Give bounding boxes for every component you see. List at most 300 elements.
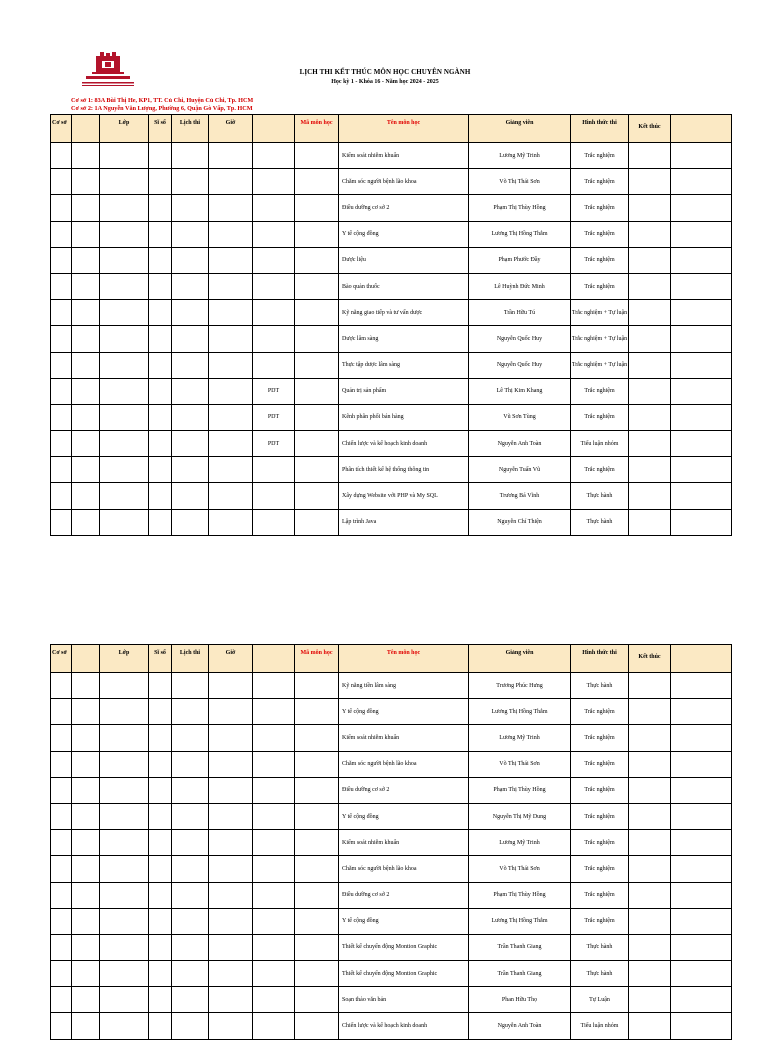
- size-cell: [149, 856, 172, 882]
- class-cell: [100, 221, 149, 247]
- table-row: [51, 725, 732, 751]
- lecturer-cell: Võ Thị Thái Sơn: [469, 169, 571, 195]
- blank-cell: [671, 882, 732, 908]
- blank-cell: [72, 856, 100, 882]
- blank-cell: [295, 961, 339, 987]
- end-cell: [629, 404, 671, 430]
- blank-cell: [671, 143, 732, 169]
- table-row: [51, 699, 732, 725]
- code-cell: PDT: [253, 378, 295, 404]
- campus-cell: [51, 404, 72, 430]
- blank-cell: [72, 1013, 100, 1039]
- blank-cell: [295, 457, 339, 483]
- subject-cell: Kênh phân phối bán hàng: [339, 404, 469, 430]
- lecturer-cell: Trần Thanh Giang: [469, 961, 571, 987]
- lecturer-cell: Phạm Thị Thùy Hồng: [469, 777, 571, 803]
- blank-cell: [72, 830, 100, 856]
- campus-cell: [51, 934, 72, 960]
- blank-cell: [295, 483, 339, 509]
- time-cell: [209, 777, 253, 803]
- schedule-cell: [172, 673, 209, 699]
- code-cell: [253, 699, 295, 725]
- blank-cell: [295, 431, 339, 457]
- subject-cell: Y tế cộng đồng: [339, 221, 469, 247]
- table-row: [51, 961, 732, 987]
- end-cell: [629, 247, 671, 273]
- class-cell: [100, 431, 149, 457]
- size-cell: [149, 830, 172, 856]
- col-header-time: Giờ: [209, 645, 253, 673]
- format-cell: Thực hành: [571, 961, 629, 987]
- table-row: [51, 300, 732, 326]
- blank-cell: [72, 725, 100, 751]
- col-header-format: Hình thức thi: [571, 645, 629, 673]
- time-cell: [209, 221, 253, 247]
- class-cell: [100, 961, 149, 987]
- table-row: [51, 326, 732, 352]
- schedule-cell: [172, 169, 209, 195]
- class-cell: [100, 352, 149, 378]
- class-cell: [100, 247, 149, 273]
- col-header-code: Mã môn học: [295, 645, 339, 673]
- schedule-cell: [172, 987, 209, 1013]
- code-cell: [253, 221, 295, 247]
- subject-cell: Chiến lược và kế hoạch kinh doanh: [339, 431, 469, 457]
- col-header-class: Lớp: [100, 645, 149, 673]
- lecturer-cell: Võ Thị Thái Sơn: [469, 751, 571, 777]
- table-row: [51, 169, 732, 195]
- subject-cell: Kỹ năng tiền lâm sàng: [339, 673, 469, 699]
- schedule-cell: [172, 195, 209, 221]
- blank-cell: [671, 247, 732, 273]
- subject-cell: Soạn thảo văn bản: [339, 987, 469, 1013]
- col-header-end: Kết thúc: [629, 115, 671, 143]
- lecturer-cell: Lương Mỹ Trinh: [469, 725, 571, 751]
- size-cell: [149, 509, 172, 535]
- end-cell: [629, 221, 671, 247]
- blank-cell: [671, 483, 732, 509]
- schedule-cell: [172, 777, 209, 803]
- blank-cell: [72, 404, 100, 430]
- time-cell: [209, 300, 253, 326]
- format-cell: Trắc nghiệm: [571, 195, 629, 221]
- blank-cell: [72, 273, 100, 299]
- blank-cell: [295, 673, 339, 699]
- end-cell: [629, 431, 671, 457]
- subject-cell: Thiết kế chuyển động Montion Graphic: [339, 961, 469, 987]
- format-cell: Tự Luận: [571, 987, 629, 1013]
- time-cell: [209, 457, 253, 483]
- code-cell: [253, 725, 295, 751]
- code-cell: [253, 300, 295, 326]
- schedule-cell: [172, 934, 209, 960]
- size-cell: [149, 247, 172, 273]
- format-cell: Thực hành: [571, 673, 629, 699]
- blank-cell: [295, 751, 339, 777]
- time-cell: [209, 247, 253, 273]
- schedule-cell: [172, 431, 209, 457]
- end-cell: [629, 300, 671, 326]
- subject-cell: Xây dựng Website với PHP và My SQL: [339, 483, 469, 509]
- col-header-blank: [72, 115, 100, 143]
- end-cell: [629, 352, 671, 378]
- lecturer-cell: Vũ Sơn Tùng: [469, 404, 571, 430]
- class-cell: [100, 803, 149, 829]
- title-block: [230, 68, 540, 85]
- campus-cell: [51, 830, 72, 856]
- schedule-cell: [172, 803, 209, 829]
- blank-cell: [671, 431, 732, 457]
- blank-cell: [72, 431, 100, 457]
- schedule-cell: [172, 856, 209, 882]
- size-cell: [149, 404, 172, 430]
- schedule-cell: [172, 1013, 209, 1039]
- table-row: [51, 221, 732, 247]
- blank-cell: [671, 961, 732, 987]
- subject-cell: Kiểm soát nhiễm khuẩn: [339, 725, 469, 751]
- blank-cell: [295, 247, 339, 273]
- size-cell: [149, 725, 172, 751]
- time-cell: [209, 378, 253, 404]
- class-cell: [100, 673, 149, 699]
- lecturer-cell: Lương Mỹ Trinh: [469, 143, 571, 169]
- campus-cell: [51, 961, 72, 987]
- blank-cell: [295, 856, 339, 882]
- end-cell: [629, 273, 671, 299]
- code-cell: [253, 509, 295, 535]
- code-cell: [253, 673, 295, 699]
- class-cell: [100, 725, 149, 751]
- blank-cell: [671, 725, 732, 751]
- size-cell: [149, 673, 172, 699]
- col-header-end: Kết thúc: [629, 645, 671, 673]
- class-cell: [100, 830, 149, 856]
- blank-cell: [671, 326, 732, 352]
- end-cell: [629, 830, 671, 856]
- format-cell: Trắc nghiệm + Tự luận: [571, 352, 629, 378]
- format-cell: Trắc nghiệm: [571, 169, 629, 195]
- subject-cell: Bào quản thuốc: [339, 273, 469, 299]
- col-header-schedule: Lịch thi: [172, 115, 209, 143]
- blank-cell: [295, 803, 339, 829]
- code-cell: [253, 195, 295, 221]
- end-cell: [629, 856, 671, 882]
- class-cell: [100, 908, 149, 934]
- size-cell: [149, 431, 172, 457]
- end-cell: [629, 483, 671, 509]
- lecturer-cell: Nguyễn Quốc Huy: [469, 326, 571, 352]
- subject-cell: Y tế cộng đồng: [339, 908, 469, 934]
- size-cell: [149, 699, 172, 725]
- col-header-schedule: Lịch thi: [172, 645, 209, 673]
- time-cell: [209, 987, 253, 1013]
- col-header-blank: [671, 115, 732, 143]
- campus-cell: [51, 352, 72, 378]
- col-header-blank: [253, 645, 295, 673]
- subject-cell: Dược liệu: [339, 247, 469, 273]
- blank-cell: [295, 882, 339, 908]
- blank-cell: [295, 725, 339, 751]
- class-cell: [100, 882, 149, 908]
- code-cell: [253, 483, 295, 509]
- time-cell: [209, 725, 253, 751]
- campus-cell: [51, 143, 72, 169]
- code-cell: [253, 352, 295, 378]
- end-cell: [629, 882, 671, 908]
- col-header-lecturer: Giảng viên: [469, 645, 571, 673]
- class-cell: [100, 483, 149, 509]
- blank-cell: [671, 934, 732, 960]
- blank-cell: [671, 856, 732, 882]
- blank-cell: [72, 934, 100, 960]
- time-cell: [209, 404, 253, 430]
- blank-cell: [72, 803, 100, 829]
- col-header-size: Sĩ số: [149, 645, 172, 673]
- schedule-cell: [172, 830, 209, 856]
- table-row: [51, 247, 732, 273]
- subject-cell: Thiết kế chuyển động Montion Graphic: [339, 934, 469, 960]
- format-cell: Thực hành: [571, 509, 629, 535]
- size-cell: [149, 195, 172, 221]
- campus-cell: [51, 751, 72, 777]
- code-cell: [253, 751, 295, 777]
- blank-cell: [295, 830, 339, 856]
- blank-cell: [671, 221, 732, 247]
- code-cell: [253, 803, 295, 829]
- format-cell: Trắc nghiệm: [571, 751, 629, 777]
- format-cell: Tiểu luận nhóm: [571, 431, 629, 457]
- subject-cell: Quản trị sản phẩm: [339, 378, 469, 404]
- table-row: [51, 882, 732, 908]
- lecturer-cell: Nguyễn Tuấn Vũ: [469, 457, 571, 483]
- code-cell: [253, 908, 295, 934]
- size-cell: [149, 987, 172, 1013]
- col-header-time: Giờ: [209, 115, 253, 143]
- code-cell: [253, 856, 295, 882]
- lecturer-cell: Nguyễn Thị Mỹ Dung: [469, 803, 571, 829]
- blank-cell: [671, 908, 732, 934]
- end-cell: [629, 777, 671, 803]
- code-cell: [253, 777, 295, 803]
- blank-cell: [72, 195, 100, 221]
- class-cell: [100, 699, 149, 725]
- campus-cell: [51, 378, 72, 404]
- schedule-cell: [172, 509, 209, 535]
- schedule-cell: [172, 221, 209, 247]
- schedule-cell: [172, 751, 209, 777]
- blank-cell: [671, 751, 732, 777]
- class-cell: [100, 987, 149, 1013]
- lecturer-cell: Lê Thị Kim Khang: [469, 378, 571, 404]
- subject-cell: Điều dưỡng cơ sở 2: [339, 195, 469, 221]
- code-cell: PDT: [253, 431, 295, 457]
- campus-cell: [51, 1013, 72, 1039]
- table-row: [51, 404, 732, 430]
- time-cell: [209, 751, 253, 777]
- time-cell: [209, 1013, 253, 1039]
- blank-cell: [295, 169, 339, 195]
- format-cell: Trắc nghiệm: [571, 143, 629, 169]
- time-cell: [209, 803, 253, 829]
- format-cell: Trắc nghiệm: [571, 777, 629, 803]
- subject-cell: Kiểm soát nhiễm khuẩn: [339, 143, 469, 169]
- col-header-format: Hình thức thi: [571, 115, 629, 143]
- format-cell: Trắc nghiệm: [571, 221, 629, 247]
- blank-cell: [295, 273, 339, 299]
- end-cell: [629, 961, 671, 987]
- schedule-cell: [172, 247, 209, 273]
- class-cell: [100, 934, 149, 960]
- lecturer-cell: Nguyễn Anh Toàn: [469, 1013, 571, 1039]
- schedule-cell: [172, 273, 209, 299]
- schedule-cell: [172, 378, 209, 404]
- table-row: [51, 777, 732, 803]
- blank-cell: [295, 777, 339, 803]
- campus-cell: [51, 673, 72, 699]
- campus-address-1: Cơ sở 1: 83A Bùi Thị He, KP1, TT. Củ Chi, Huyện Củ Chi, Tp. HCM: [71, 97, 254, 104]
- subject-cell: Kỹ năng giao tiếp và tư vấn dược: [339, 300, 469, 326]
- blank-cell: [671, 509, 732, 535]
- code-cell: [253, 247, 295, 273]
- end-cell: [629, 457, 671, 483]
- blank-cell: [72, 673, 100, 699]
- table-row: [51, 195, 732, 221]
- schedule-cell: [172, 143, 209, 169]
- lecturer-cell: Trần Hữu Tú: [469, 300, 571, 326]
- lecturer-cell: Võ Thị Thái Sơn: [469, 856, 571, 882]
- blank-cell: [295, 404, 339, 430]
- end-cell: [629, 143, 671, 169]
- lecturer-cell: Nguyễn Anh Toàn: [469, 431, 571, 457]
- blank-cell: [295, 195, 339, 221]
- schedule-cell: [172, 699, 209, 725]
- format-cell: Trắc nghiệm: [571, 404, 629, 430]
- end-cell: [629, 673, 671, 699]
- blank-cell: [295, 352, 339, 378]
- campus-cell: [51, 987, 72, 1013]
- blank-cell: [72, 699, 100, 725]
- blank-cell: [72, 987, 100, 1013]
- blank-cell: [72, 326, 100, 352]
- time-cell: [209, 195, 253, 221]
- campus-address-2: Cơ sở 2: 1A Nguyễn Văn Lượng, Phường 6, Quận Gò Vấp, Tp. HCM: [71, 105, 253, 112]
- end-cell: [629, 169, 671, 195]
- school-logo: [82, 52, 134, 90]
- col-header-blank: [253, 115, 295, 143]
- format-cell: Tiểu luận nhóm: [571, 1013, 629, 1039]
- code-cell: PDT: [253, 404, 295, 430]
- campus-cell: [51, 699, 72, 725]
- class-cell: [100, 326, 149, 352]
- blank-cell: [671, 195, 732, 221]
- col-header-lecturer: Giảng viên: [469, 115, 571, 143]
- size-cell: [149, 803, 172, 829]
- end-cell: [629, 725, 671, 751]
- code-cell: [253, 143, 295, 169]
- format-cell: Trắc nghiệm: [571, 725, 629, 751]
- col-header-class: Lớp: [100, 115, 149, 143]
- blank-cell: [295, 326, 339, 352]
- class-cell: [100, 169, 149, 195]
- schedule-cell: [172, 908, 209, 934]
- blank-cell: [671, 803, 732, 829]
- class-cell: [100, 195, 149, 221]
- class-cell: [100, 378, 149, 404]
- blank-cell: [671, 830, 732, 856]
- subject-cell: Y tế cộng đồng: [339, 699, 469, 725]
- schedule-cell: [172, 882, 209, 908]
- blank-cell: [72, 169, 100, 195]
- campus-cell: [51, 483, 72, 509]
- blank-cell: [671, 1013, 732, 1039]
- col-header-subject: Tên môn học: [339, 115, 469, 143]
- subject-cell: Thực tập dược lâm sàng: [339, 352, 469, 378]
- table-row: [51, 378, 732, 404]
- size-cell: [149, 882, 172, 908]
- blank-cell: [72, 221, 100, 247]
- time-cell: [209, 908, 253, 934]
- blank-cell: [72, 143, 100, 169]
- blank-cell: [72, 509, 100, 535]
- format-cell: Trắc nghiệm: [571, 273, 629, 299]
- campus-cell: [51, 777, 72, 803]
- class-cell: [100, 777, 149, 803]
- class-cell: [100, 143, 149, 169]
- table-row: [51, 143, 732, 169]
- class-cell: [100, 856, 149, 882]
- campus-cell: [51, 457, 72, 483]
- time-cell: [209, 169, 253, 195]
- end-cell: [629, 378, 671, 404]
- time-cell: [209, 699, 253, 725]
- schedule-cell: [172, 352, 209, 378]
- time-cell: [209, 509, 253, 535]
- size-cell: [149, 483, 172, 509]
- table-row: [51, 751, 732, 777]
- time-cell: [209, 882, 253, 908]
- subject-cell: Điều dưỡng cơ sở 2: [339, 777, 469, 803]
- time-cell: [209, 273, 253, 299]
- size-cell: [149, 777, 172, 803]
- time-cell: [209, 483, 253, 509]
- size-cell: [149, 221, 172, 247]
- end-cell: [629, 1013, 671, 1039]
- format-cell: Trắc nghiệm + Tự luận: [571, 326, 629, 352]
- blank-cell: [295, 378, 339, 404]
- lecturer-cell: Lê Huỳnh Đức Minh: [469, 273, 571, 299]
- end-cell: [629, 195, 671, 221]
- campus-cell: [51, 221, 72, 247]
- blank-cell: [671, 300, 732, 326]
- size-cell: [149, 961, 172, 987]
- table-row: [51, 431, 732, 457]
- campus-cell: [51, 856, 72, 882]
- blank-cell: [295, 908, 339, 934]
- blank-cell: [671, 404, 732, 430]
- format-cell: Trắc nghiệm: [571, 882, 629, 908]
- subject-cell: Dược lâm sàng: [339, 326, 469, 352]
- blank-cell: [72, 908, 100, 934]
- size-cell: [149, 1013, 172, 1039]
- format-cell: Trắc nghiệm: [571, 830, 629, 856]
- end-cell: [629, 987, 671, 1013]
- size-cell: [149, 300, 172, 326]
- blank-cell: [72, 882, 100, 908]
- table-row: [51, 673, 732, 699]
- blank-cell: [295, 934, 339, 960]
- col-header-size: Sĩ số: [149, 115, 172, 143]
- code-cell: [253, 273, 295, 299]
